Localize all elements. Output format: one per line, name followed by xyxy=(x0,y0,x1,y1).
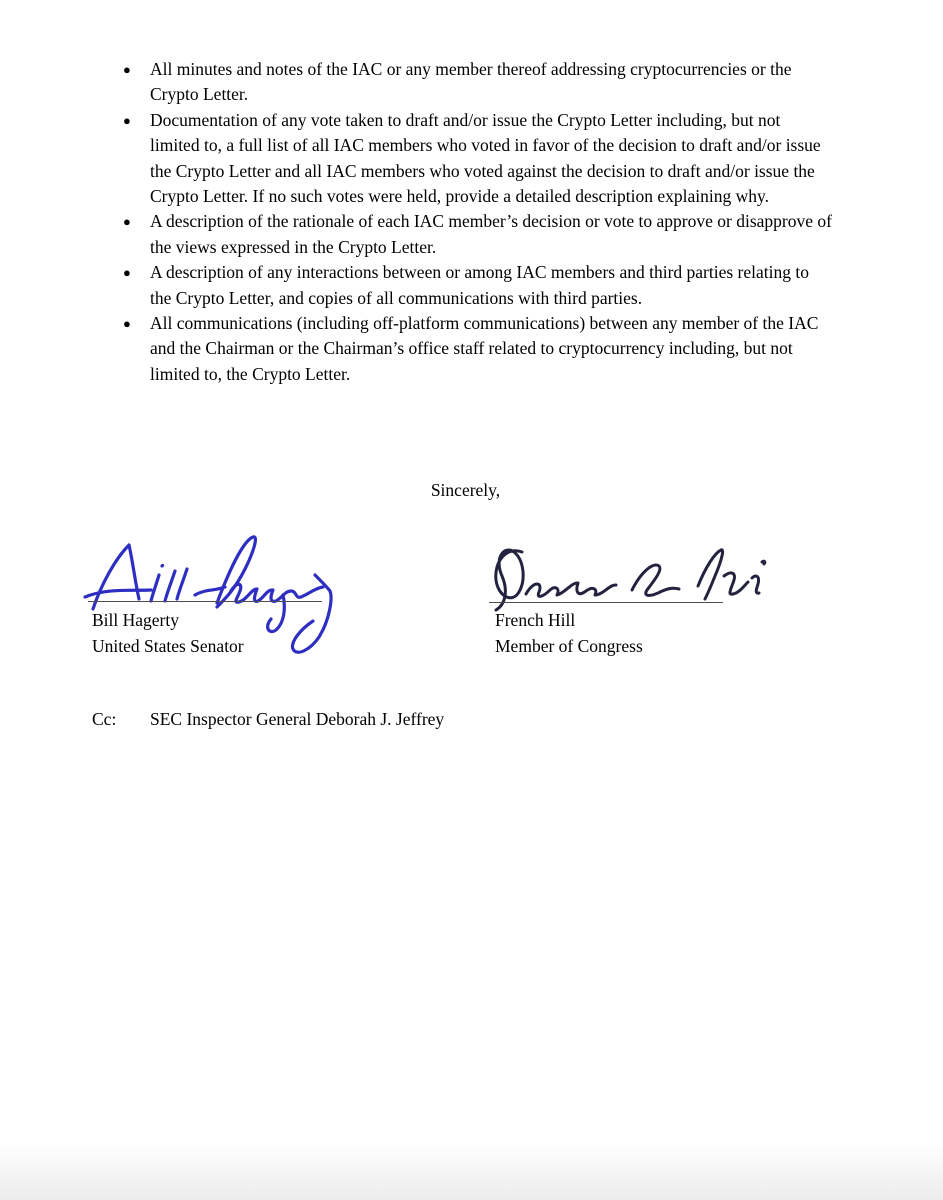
bullet-text: Documentation of any vote taken to draft and/or issue the Crypto Letter including, but not limited to, a full list of all IAC members who voted in favor of the decision to draft and/or issue the Crypto Letter and all IAC members who voted against the decision to draft and/or issue the Crypto Letter. If no such votes were held, provide a detailed description explaining why. xyxy=(150,109,821,207)
closing-sincerely: Sincerely, xyxy=(430,480,501,500)
bullet-text: All minutes and notes of the IAC or any member thereof addressing cryptocurrencies or the Crypto Letter. xyxy=(150,59,792,105)
cc-label: Cc: xyxy=(92,709,117,729)
signer-name-hagerty: Bill Hagerty xyxy=(92,610,179,630)
cc-line xyxy=(92,707,444,732)
bullet-item xyxy=(122,209,834,260)
bullet-icon: ● xyxy=(123,214,131,230)
bullet-text: A description of any interactions between or among IAC members and third parties relating to the Crypto Letter, and copies of all communications with third parties. xyxy=(150,262,809,308)
signer-title-hill: Member of Congress xyxy=(495,636,643,656)
signer-name-hill: French Hill xyxy=(495,610,576,630)
bullet-icon: ● xyxy=(123,112,131,128)
cc-text: SEC Inspector General Deborah J. Jeffrey xyxy=(150,709,445,729)
bullet-list xyxy=(122,57,834,387)
french-hill-signature-strokes xyxy=(496,550,765,610)
signature-line-hagerty xyxy=(88,601,322,602)
bullet-icon: ● xyxy=(123,62,131,77)
bullet-icon: ● xyxy=(123,316,131,332)
french-hill-signature-icon xyxy=(486,538,776,618)
bullet-item xyxy=(122,311,834,387)
signature-line-hill xyxy=(489,602,723,603)
bullet-text: A description of the rationale of each IAC member’s decision or vote to approve or disapprove of the views expressed in the Crypto Letter. xyxy=(150,211,832,257)
bullet-item xyxy=(122,260,834,311)
bullet-text: All communications (including off-platform communications) between any member of the IAC and the Chairman or the Chairman’s office staff related to cryptocurrency including, but not limited to, the Crypto Letter. xyxy=(150,313,819,384)
bullet-icon: ● xyxy=(123,265,131,281)
signer-title-hagerty: United States Senator xyxy=(92,636,244,656)
bullet-item xyxy=(122,108,834,210)
bullet-item xyxy=(122,57,834,108)
